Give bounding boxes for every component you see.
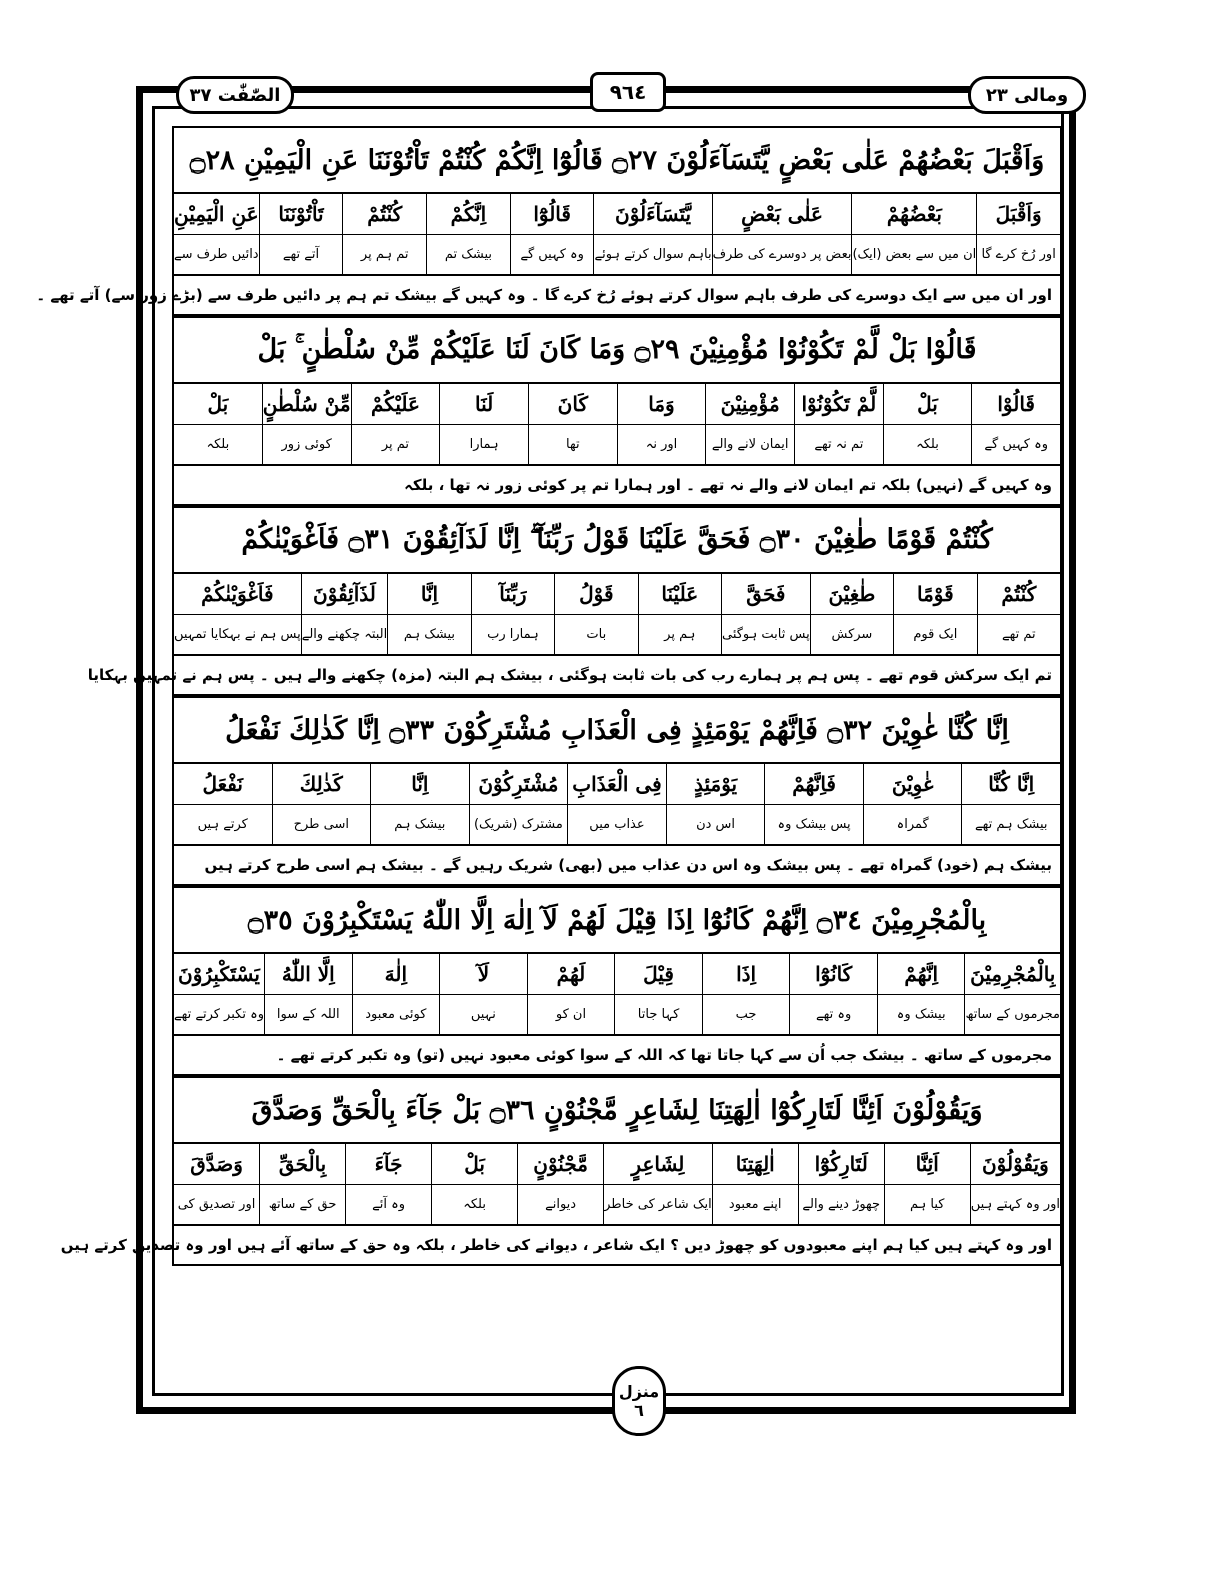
translation-line: مجرموں کے ساتھ ۔ بیشک جب اُن سے کہا جاتا تھا کہ اللہ کے سوا کوئی معبود نہیں (تو) وہ تکبر کرتے تھے ۔ (172, 1036, 1062, 1076)
word-by-word-grid (172, 194, 1062, 276)
word-cell (789, 954, 877, 1034)
word-meaning: ہمارا رب (487, 626, 539, 642)
word-cell (174, 954, 264, 1034)
arabic-word: لَنَا (440, 384, 528, 425)
word-meaning: بیشک تم (444, 246, 492, 262)
arabic-word: طٰغِيْنَ (811, 574, 893, 615)
arabic-word: اَئِنَّا (885, 1144, 970, 1185)
word-meaning: بلکہ (463, 1196, 486, 1212)
word-meaning: ہم پر (664, 626, 696, 642)
arabic-word: كَانُوْٓا (790, 954, 877, 995)
arabic-word: فَحَقَّ (722, 574, 810, 615)
word-meaning: تم نہ تھے (814, 436, 864, 452)
arabic-word: قَوْمًا (894, 574, 976, 615)
para-tab: ومالی ٢٣ (968, 76, 1086, 114)
word-meaning: پس ہم نے بہکایا تمہیں (173, 626, 301, 642)
arabic-word: فِى الْعَذَابِ (568, 764, 666, 805)
word-meaning: کوئی معبود (365, 1006, 427, 1022)
arabic-word: اِنَّا (371, 764, 469, 805)
verse-line: قَالُوْا بَلْ لَّمْ تَكُوْنُوْا مُؤْمِنِيْنَ ۝٢٩ وَمَا كَانَ لَنَا عَلَيْكُمْ مِّنْ سُلْطٰنٍ ۚ بَلْ (172, 316, 1062, 384)
arabic-word: كُنْتُمْ (343, 194, 426, 235)
word-cell (174, 574, 301, 654)
word-cell (431, 1144, 517, 1224)
arabic-word: اٰلِهَتِنَا (713, 1144, 798, 1185)
word-meaning: ایک شاعر کی خاطر (604, 1196, 712, 1212)
arabic-word: اِلَّا اللّٰهُ (265, 954, 352, 995)
word-cell (883, 384, 972, 464)
word-meaning: ایک قوم (913, 626, 958, 642)
word-cell (567, 764, 666, 844)
arabic-word: عَنِ الْيَمِيْنِ (174, 194, 259, 235)
word-meaning: دیوانے (545, 1196, 577, 1212)
word-cell (712, 1144, 798, 1224)
arabic-word: لَهُمْ (528, 954, 615, 995)
arabic-word: لِشَاعِرٍ (604, 1144, 712, 1185)
arabic-word: لَآ (440, 954, 527, 995)
word-meaning: مشترک (شریک) (473, 816, 563, 832)
word-meaning: تم پر (381, 436, 410, 452)
word-by-word-grid (172, 954, 1062, 1036)
word-meaning: ان میں سے بعض (ایک) (852, 246, 977, 262)
word-meaning: بیشک ہم تھے (974, 816, 1048, 832)
word-cell (964, 954, 1060, 1034)
word-meaning: حق کے ساتھ (268, 1196, 337, 1212)
word-meaning: بات (586, 626, 607, 642)
page-content (36, 126, 1062, 1266)
word-meaning: بیشک وہ (896, 1006, 946, 1022)
arabic-word: وَيَقُوْلُوْنَ (971, 1144, 1060, 1185)
word-meaning: دائیں طرف سے (173, 246, 259, 262)
word-cell (617, 384, 706, 464)
word-meaning: چھوڑ دینے والے (802, 1196, 881, 1212)
arabic-word: اِنَّهُمْ (878, 954, 965, 995)
arabic-word: كُنْتُمْ (978, 574, 1060, 615)
word-meaning: اسی طرح (293, 816, 349, 832)
word-meaning: اللہ کے سوا (276, 1006, 340, 1022)
word-cell (174, 384, 262, 464)
arabic-word: مِّنْ سُلْطٰنٍ (263, 384, 351, 425)
word-cell (262, 384, 351, 464)
arabic-word: فَاَغْوَيْنٰكُمْ (174, 574, 301, 615)
word-cell (387, 574, 470, 654)
arabic-word: اِنَّا كُنَّا (962, 764, 1060, 805)
arabic-word: قَوْلُ (555, 574, 637, 615)
word-cell (977, 574, 1060, 654)
word-cell (702, 954, 790, 1034)
word-cell (426, 194, 510, 274)
word-meaning: جب (735, 1006, 757, 1022)
word-cell (259, 1144, 345, 1224)
arabic-word: بَلْ (884, 384, 972, 425)
word-meaning: نہیں (470, 1006, 496, 1022)
word-cell (469, 764, 568, 844)
arabic-word: فَاِنَّهُمْ (765, 764, 863, 805)
translation-line: بیشک ہم (خود) گمراہ تھے ۔ پس بیشک وہ اس دن عذاب میں (بھی) شریک رہیں گے ۔ بیشک ہم اسی طرح کرتے ہیں (172, 846, 1062, 886)
word-cell (471, 574, 554, 654)
arabic-word: وَاَقْبَلَ (977, 194, 1060, 235)
word-cell (527, 954, 615, 1034)
word-cell (351, 384, 440, 464)
arabic-word: بَلْ (174, 384, 262, 425)
arabic-word: وَمَا (618, 384, 706, 425)
word-meaning: اور رُخ کرے گا (981, 246, 1056, 262)
verse-line: اِنَّا كُنَّا غٰوِيْنَ ۝٣٢ فَاِنَّهُمْ يَوْمَئِذٍ فِى الْعَذَابِ مُشْتَرِكُوْنَ ۝٣٣ اِنَّا كَذٰلِكَ نَفْعَلُ (172, 696, 1062, 764)
arabic-word: عَلَيْكُمْ (352, 384, 440, 425)
arabic-word: اِنَّكُمْ (427, 194, 510, 235)
translation-line: وہ کہیں گے (نہیں) بلکہ تم ایمان لانے والے نہ تھے ۔ اور ہمارا تم پر کوئی زور نہ تھا ، بلکہ (172, 466, 1062, 506)
word-meaning: وہ تھے (816, 1006, 852, 1022)
arabic-word: يَّتَسَآءَلُوْنَ (594, 194, 711, 235)
translation-line: اور وہ کہتے ہیں کیا ہم اپنے معبودوں کو چھوڑ دیں ؟ ایک شاعر ، دیوانے کی خاطر ، بلکہ وہ حق کے ساتھ آئے ہیں اور وہ تصدیق کرتے ہیں (172, 1226, 1062, 1266)
arabic-word: بِالْحَقِّ (260, 1144, 345, 1185)
arabic-word: لَتَارِكُوْٓا (799, 1144, 884, 1185)
word-cell (851, 194, 976, 274)
word-meaning: عذاب میں (589, 816, 645, 832)
word-meaning: البتہ چکھنے والے (301, 626, 388, 642)
arabic-word: مَّجْنُوْنٍ (518, 1144, 603, 1185)
word-meaning: اپنے معبود (728, 1196, 782, 1212)
word-cell (510, 194, 594, 274)
word-meaning: اور وہ کہتے ہیں (970, 1196, 1060, 1212)
word-meaning: بلکہ (206, 436, 230, 452)
manzil-label: منزل (618, 1382, 660, 1401)
word-cell (301, 574, 388, 654)
manzil-number: ٦ (634, 1401, 644, 1420)
word-cell (517, 1144, 603, 1224)
word-cell (884, 1144, 970, 1224)
arabic-word: جَآءَ (346, 1144, 431, 1185)
word-by-word-grid (172, 574, 1062, 656)
word-cell (593, 194, 711, 274)
word-cell (971, 384, 1060, 464)
word-cell (370, 764, 469, 844)
word-meaning: تم تھے (1001, 626, 1036, 642)
word-cell (764, 764, 863, 844)
word-cell (976, 194, 1060, 274)
word-meaning: ان کو (555, 1006, 587, 1022)
word-meaning: کرتے ہیں (197, 816, 248, 832)
word-by-word-grid (172, 764, 1062, 846)
word-meaning: بلکہ (916, 436, 939, 452)
word-meaning: اور نہ (645, 436, 678, 452)
verse-line: وَاَقْبَلَ بَعْضُهُمْ عَلٰى بَعْضٍ يَّتَسَآءَلُوْنَ ۝٢٧ قَالُوْٓا اِنَّكُمْ كُنْتُمْ تَاْتُوْنَنَا عَنِ الْيَمِيْنِ ۝٢٨ (172, 126, 1062, 194)
arabic-word: رَبِّنَآ (472, 574, 554, 615)
word-cell (439, 384, 528, 464)
word-meaning: پس بیشک وہ (777, 816, 851, 832)
verse-line: كُنْتُمْ قَوْمًا طٰغِيْنَ ۝٣٠ فَحَقَّ عَلَيْنَا قَوْلُ رَبِّنَآ ۖ اِنَّا لَذَآئِقُوْنَ ۝٣١ فَاَغْوَيْنٰكُمْ (172, 506, 1062, 574)
word-meaning: اس دن (696, 816, 736, 832)
arabic-word: كَذٰلِكَ (273, 764, 371, 805)
translation-line: اور ان میں سے ایک دوسرے کی طرف باہم سوال کرتے ہوئے رُخ کرے گا ۔ وہ کہیں گے بیشک تم ہم پر دائیں طرف سے (بڑے زور سے) آتے تھے ۔ (172, 276, 1062, 316)
word-cell (810, 574, 893, 654)
arabic-word: مُشْتَرِكُوْنَ (470, 764, 568, 805)
arabic-word: لَذَآئِقُوْنَ (302, 574, 388, 615)
word-cell (638, 574, 721, 654)
word-cell (554, 574, 637, 654)
arabic-word: اِذَا (703, 954, 790, 995)
word-meaning: بیشک ہم (403, 626, 456, 642)
word-cell (439, 954, 527, 1034)
word-by-word-grid (172, 1144, 1062, 1226)
word-cell (528, 384, 617, 464)
word-meaning: سرکش (831, 626, 873, 642)
arabic-word: اِلٰهَ (353, 954, 440, 995)
word-meaning: تھا (566, 436, 580, 452)
word-cell (259, 194, 343, 274)
word-meaning: بعض پر دوسرے کی طرف (712, 246, 852, 262)
word-meaning: پس ثابت ہوگئی (721, 626, 810, 642)
word-meaning: وہ کہیں گے (984, 436, 1048, 452)
word-meaning: گمراہ (896, 816, 929, 832)
word-meaning: کوئی زور (281, 436, 332, 452)
arabic-word: قِيْلَ (615, 954, 702, 995)
word-cell (345, 1144, 431, 1224)
arabic-word: كَانَ (529, 384, 617, 425)
word-meaning: ایمان لانے والے (711, 436, 789, 452)
arabic-word: قَالُوْٓا (511, 194, 594, 235)
arabic-word: يَوْمَئِذٍ (667, 764, 765, 805)
word-meaning: بیشک ہم (394, 816, 446, 832)
word-meaning: مجرموں کے ساتھ (965, 1006, 1060, 1022)
arabic-word: اِنَّا (388, 574, 470, 615)
word-cell (705, 384, 794, 464)
verse-line: بِالْمُجْرِمِيْنَ ۝٣٤ اِنَّهُمْ كَانُوْٓا اِذَا قِيْلَ لَهُمْ لَآ اِلٰهَ اِلَّا اللّٰهُ يَسْتَكْبِرُوْنَ ۝٣٥ (172, 886, 1062, 954)
word-cell (961, 764, 1060, 844)
arabic-word: قَالُوْا (972, 384, 1060, 425)
translation-line: تم ایک سرکش قوم تھے ۔ پس ہم پر ہمارے رب کی بات ثابت ہوگئی ، بیشک ہم البتہ (مزہ) چکھنے والے ہیں ۔ پس ہم نے تمہیں بہکایا (172, 656, 1062, 696)
word-cell (614, 954, 702, 1034)
word-cell (264, 954, 352, 1034)
arabic-word: بِالْمُجْرِمِيْنَ (965, 954, 1060, 995)
word-meaning: باہم سوال کرتے ہوئے (594, 246, 712, 262)
word-cell (798, 1144, 884, 1224)
arabic-word: عَلَيْنَا (639, 574, 721, 615)
word-meaning: وہ تکبر کرتے تھے (173, 1006, 264, 1022)
word-cell (893, 574, 976, 654)
verse-line: وَيَقُوْلُوْنَ اَئِنَّا لَتَارِكُوْٓا اٰلِهَتِنَا لِشَاعِرٍ مَّجْنُوْنٍ ۝٣٦ بَلْ جَآءَ بِالْحَقِّ وَصَدَّقَ (172, 1076, 1062, 1144)
arabic-word: لَّمْ تَكُوْنُوْا (795, 384, 883, 425)
word-meaning: وہ آئے (372, 1196, 406, 1212)
word-meaning: کہا جاتا (637, 1006, 680, 1022)
word-cell (174, 1144, 259, 1224)
word-cell (174, 764, 272, 844)
word-meaning: تم ہم پر (360, 246, 409, 262)
manzil-badge (612, 1366, 666, 1436)
arabic-word: نَفْعَلُ (174, 764, 272, 805)
word-cell (272, 764, 371, 844)
word-cell (666, 764, 765, 844)
arabic-word: تَاْتُوْنَنَا (260, 194, 343, 235)
word-cell (970, 1144, 1060, 1224)
arabic-word: بَعْضُهُمْ (852, 194, 976, 235)
word-cell (603, 1144, 712, 1224)
arabic-word: مُؤْمِنِيْنَ (706, 384, 794, 425)
word-by-word-grid (172, 384, 1062, 466)
arabic-word: يَسْتَكْبِرُوْنَ (174, 954, 264, 995)
word-meaning: وہ کہیں گے (520, 246, 584, 262)
arabic-word: عَلٰى بَعْضٍ (713, 194, 852, 235)
word-cell (863, 764, 962, 844)
word-cell (174, 194, 259, 274)
word-meaning: کیا ہم (910, 1196, 945, 1212)
word-cell (712, 194, 852, 274)
word-cell (794, 384, 883, 464)
arabic-word: بَلْ (432, 1144, 517, 1185)
word-cell (721, 574, 810, 654)
word-cell (877, 954, 965, 1034)
word-cell (352, 954, 440, 1034)
page-number-tab: ٩٦٤ (590, 72, 666, 112)
word-meaning: آتے تھے (282, 246, 320, 262)
word-meaning: ہمارا (469, 436, 499, 452)
surah-tab: الصّٰفّٰت ٣٧ (176, 76, 294, 114)
arabic-word: غٰوِيْنَ (864, 764, 962, 805)
arabic-word: وَصَدَّقَ (174, 1144, 259, 1185)
word-cell (342, 194, 426, 274)
word-meaning: اور تصدیق کی (177, 1196, 256, 1212)
